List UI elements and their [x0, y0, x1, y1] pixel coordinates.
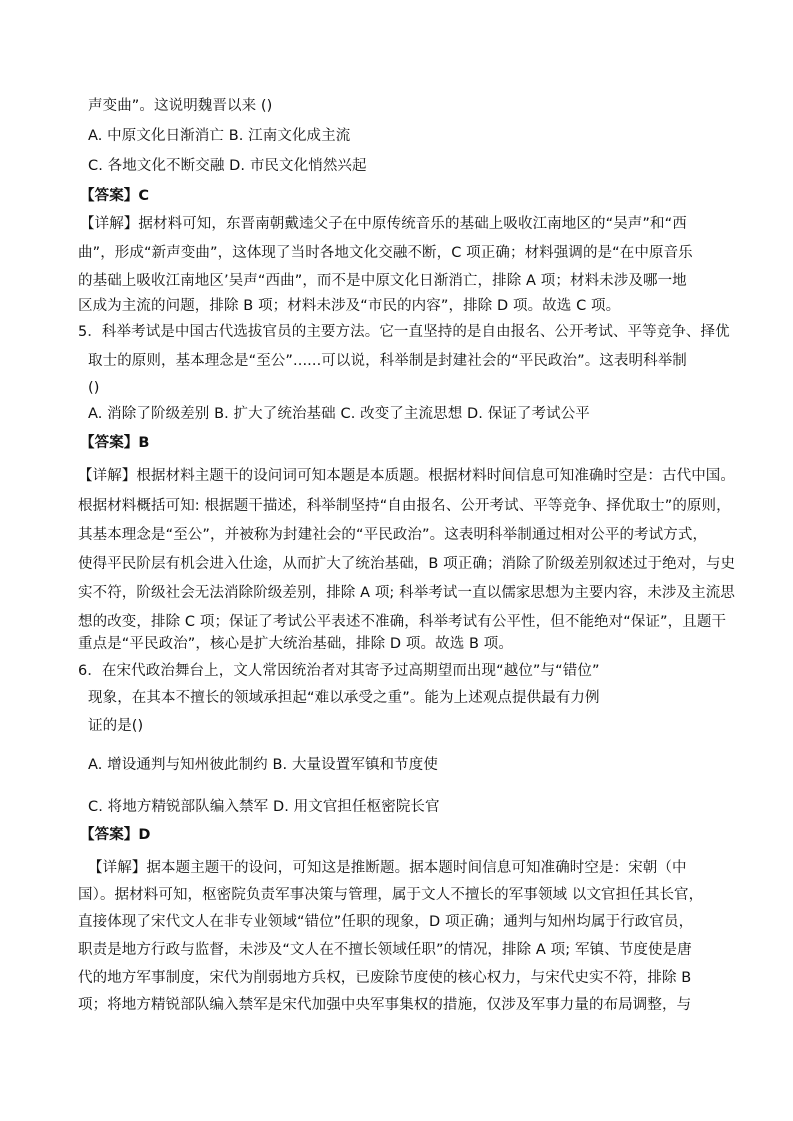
q4-explain-line: 【详解】据材料可知，东晋南朝戴逵父子在中原传统音乐的基础上吸收江南地区的“吴声”和“西	[80, 216, 687, 232]
q4-explain-line: 曲”，形成“新声变曲”，这体现了当时各地文化交融不断，C 项正确；材料强调的是“在中原音乐	[78, 245, 693, 261]
q5-explain-line: 根据材料概括可知: 根据题干描述，科举制坚持“自由报名、公开考试、平等竞争、择优取士”的原则，	[78, 498, 731, 514]
q5-answer: 【答案】B	[80, 435, 150, 451]
q5-stem-line: 取士的原则，基本理念是“至公”......可以说，科举制是封建社会的“平民政治”。这表明科举制	[88, 353, 687, 369]
q5-explain-line: 重点是“平民政治”，核心是扩大统治基础，排除 D 项。故选 B 项。	[78, 636, 513, 652]
q6-options-line2: C. 将地方精锐部队编入禁军 D. 用文官担任枢密院长官	[88, 799, 440, 815]
q6-stem-line: 证的是()	[88, 718, 144, 734]
q6-stem-line: 6．在宋代政治舞台上，文人常因统治者对其寄予过高期望而出现“越位”与“错位”	[78, 663, 600, 679]
q6-options-line1: A. 增设通判与知州彼此制约 B. 大量设置军镇和节度使	[88, 757, 438, 773]
q4-options-line1: A. 中原文化日渐消亡 B. 江南文化成主流	[88, 128, 351, 144]
q5-explain-line: 想的改变，排除 C 项；保证了考试公平表述不准确，科举考试有公平性，但不能绝对“保证”，且题干	[78, 614, 727, 630]
q5-explain-line: 其基本理念是“至公”，并被称为封建社会的“平民政治”。这表明科举制通过相对公平的考试方式，	[78, 527, 708, 543]
q5-explain-line: 实不符，阶级社会无法消除阶级差别，排除 A 项; 科举考试一直以儒家思想为主要内容，未涉及主流思	[78, 585, 735, 601]
q6-stem-line: 现象，在其本不擅长的领域承担起“难以承受之重”。能为上述观点提供最有力例	[88, 690, 600, 706]
q5-stem-line: ()	[88, 380, 100, 396]
q4-options-line2: C. 各地文化不断交融 D. 市民文化悄然兴起	[88, 158, 367, 174]
q6-answer: 【答案】D	[80, 827, 151, 843]
q6-explain-line: 直接体现了宋代文人在非专业领域“错位”任职的现象，D 项正确；通判与知州均属于行政官员，	[78, 914, 694, 930]
q6-explain-line: 职责是地方行政与监督，未涉及“文人在不擅长领域任职”的情况，排除 A 项; 军镇、节度使是唐	[78, 942, 692, 958]
q6-explain-line: 代的地方军事制度，宋代为削弱地方兵权，已废除节度使的核心权力，与宋代史实不符，排除 B	[78, 970, 692, 986]
q6-explain-line: 项；将地方精锐部队编入禁军是宋代加强中央军事集权的措施，仅涉及军事力量的布局调整，与	[78, 997, 692, 1013]
q5-options: A. 消除了阶级差别 B. 扩大了统治基础 C. 改变了主流思想 D. 保证了考试公平	[88, 406, 590, 422]
q4-answer: 【答案】C	[80, 188, 150, 204]
q5-explain-line: 使得平民阶层有机会进入仕途，从而扩大了统治基础，B 项正确；消除了阶级差别叙述过于绝对，与史	[78, 556, 736, 572]
q4-stem-tail: 声变曲”。这说明魏晋以来 ()	[88, 98, 273, 114]
q4-explain-line: 的基础上吸收江南地区’吴声“西曲”，而不是中原文化日渐消亡，排除 A 项；材料未涉及哪一地	[78, 273, 687, 289]
q4-explain-line: 区成为主流的问题，排除 B 项；材料未涉及“市民的内容”，排除 D 项。故选 C 项。	[78, 298, 621, 314]
q6-explain-line: 【详解】据本题主题干的设问，可知这是推断题。据本题时间信息可知准确时空是：宋朝（中	[88, 860, 687, 876]
q6-explain-line: 国）。据材料可知，枢密院负责军事决策与管理，属于文人不擅长的军事领域 以文官担任其长官，	[78, 887, 704, 903]
q5-explain-line: 【详解】根据材料主题干的设问词可知本题是本质题。根据材料时间信息可知准确时空是：古代中国。	[78, 468, 735, 484]
q5-stem-line: 5．科举考试是中国古代选拔官员的主要方法。它一直坚持的是自由报名、公开考试、平等竞争、择优	[78, 324, 730, 340]
